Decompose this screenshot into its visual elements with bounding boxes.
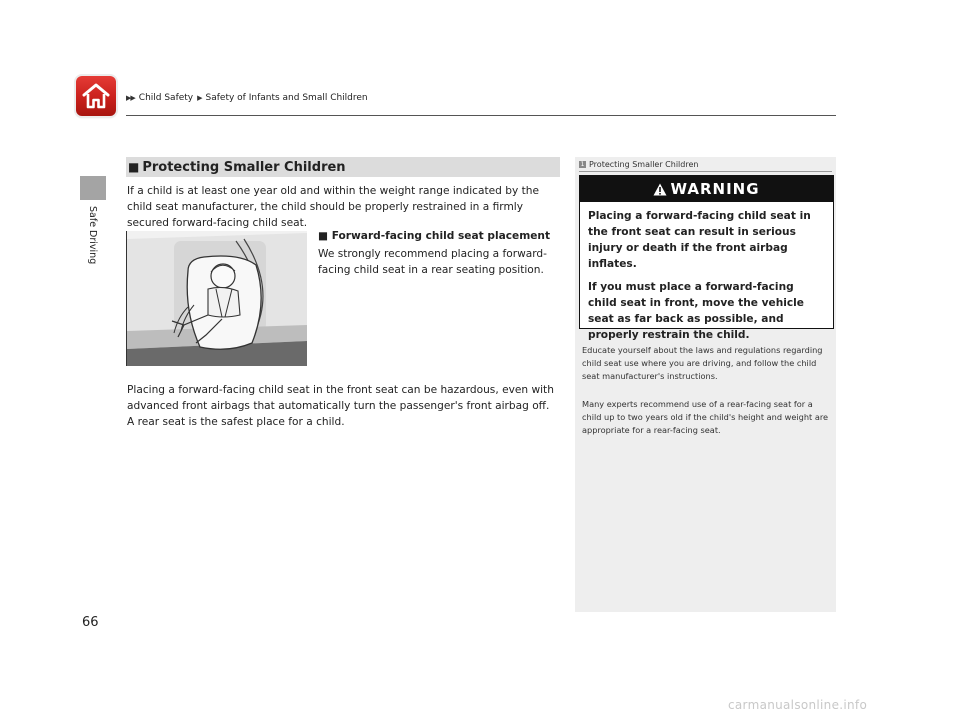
closing-paragraph: Placing a forward-facing child seat in the front seat can be hazardous, even with advanced front airbags that automatically turn the passenger's front airbag off. A rear seat is the safest place for a child. <box>127 384 554 428</box>
child-seat-illustration <box>126 231 307 366</box>
sidebar-note-laws: Educate yourself about the laws and regulations regarding child seat use where you are driving, and follow the child seat manufacturer's instructions. <box>582 345 823 381</box>
subsection-title-text: Forward-facing child seat placement <box>331 230 551 242</box>
watermark-text: carmanualsonline.info <box>728 698 868 712</box>
header-divider <box>126 115 836 116</box>
warning-body <box>580 202 833 343</box>
subsection-paragraph: We strongly recommend placing a forward-facing child seat in a rear seating position. <box>318 248 547 276</box>
section-square-icon: ■ <box>128 160 140 174</box>
chapter-label: Safe Driving <box>87 206 98 265</box>
warning-icon <box>653 183 667 196</box>
warning-label: WARNING <box>670 180 760 198</box>
sidebar-title: Protecting Smaller Children <box>589 160 699 169</box>
section-heading-bar <box>126 157 560 177</box>
page-number: 66 <box>82 615 99 630</box>
reference-marker-icon: 1 <box>580 161 585 168</box>
subsection-square-icon: ■ <box>318 230 332 242</box>
sidebar-notes-panel <box>575 157 836 612</box>
breadcrumb <box>126 93 368 103</box>
warning-header <box>580 176 833 202</box>
breadcrumb-item-safety-of-infants[interactable]: Safety of Infants and Small Children <box>205 93 368 103</box>
home-button[interactable] <box>76 76 116 116</box>
breadcrumb-arrow-icon: ▶▶ <box>126 94 135 102</box>
intro-paragraph: If a child is at least one year old and within the weight range indicated by the child seat manufacturer, the child should be properly restrained in a firmly secured forward-facing child seat. <box>127 185 539 229</box>
warning-box <box>579 175 834 341</box>
section-title: Protecting Smaller Children <box>142 159 346 175</box>
breadcrumb-item-child-safety[interactable]: Child Safety <box>138 93 194 103</box>
sidebar-title-row <box>579 158 832 172</box>
subsection-title <box>318 230 550 242</box>
warning-paragraph-1: Placing a forward-facing child seat in the front seat can result in serious injury or death if the front airbag inflates. <box>588 210 811 270</box>
home-icon <box>81 82 111 110</box>
breadcrumb-arrow-icon: ▶ <box>197 94 202 102</box>
warning-paragraph-2: If you must place a forward-facing child seat in front, move the vehicle seat as far back as possible, and properly restrain the child. <box>588 281 804 341</box>
sidebar-note-rear-facing: Many experts recommend use of a rear-facing seat for a child up to two years old if the child's height and weight are appropriate for a rear-facing seat. <box>582 399 829 435</box>
chapter-tab-marker <box>80 176 106 200</box>
